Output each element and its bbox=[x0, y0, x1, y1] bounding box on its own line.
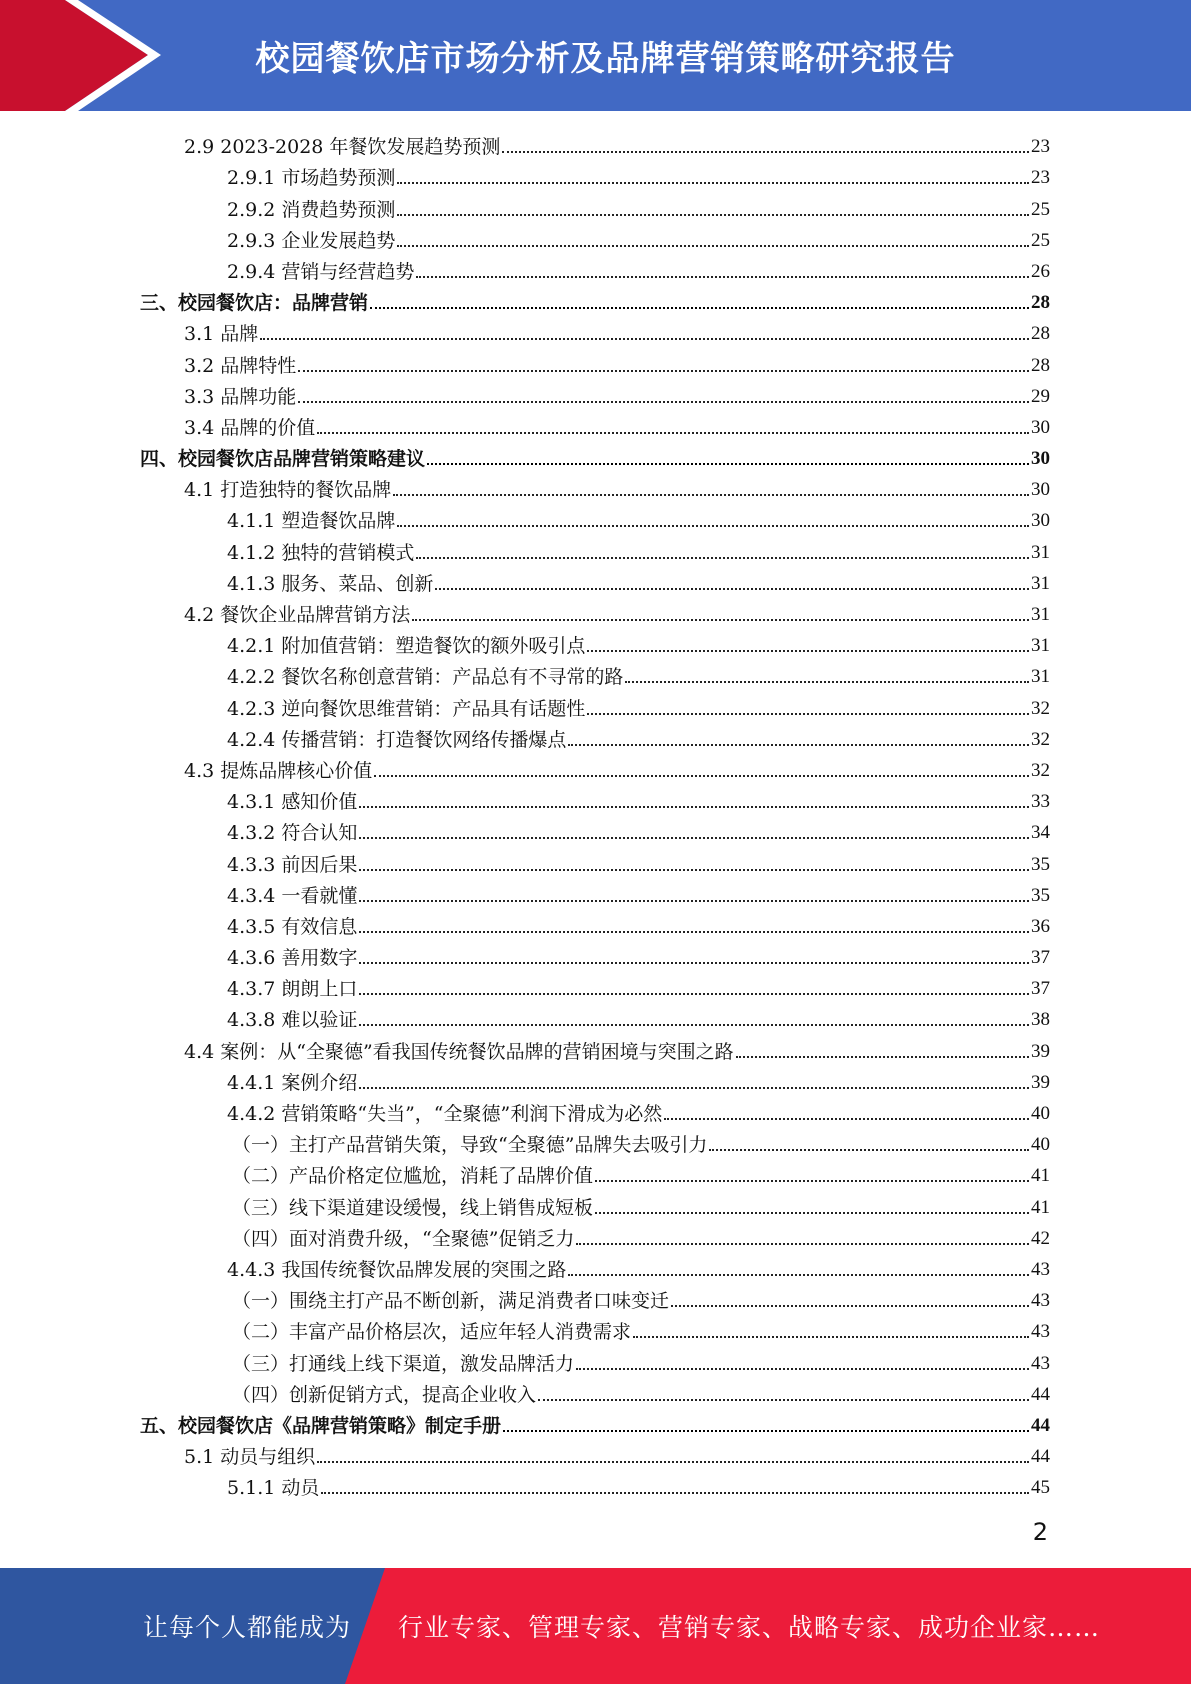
toc-entry-page: 31 bbox=[1031, 604, 1050, 625]
toc-entry[interactable] bbox=[140, 502, 1050, 533]
toc-entry-title: 2.9 2023-2028 年餐饮发展趋势预测 bbox=[184, 136, 501, 159]
toc-entry-title: （四）创新促销方式，提高企业收入 bbox=[232, 1383, 537, 1406]
toc-entry[interactable] bbox=[140, 1220, 1050, 1251]
toc-entry-title: 3.4 品牌的价值 bbox=[184, 416, 316, 439]
toc-entry-page: 34 bbox=[1031, 822, 1050, 844]
toc-entry-page: 33 bbox=[1031, 791, 1050, 813]
toc-entry[interactable] bbox=[140, 1251, 1050, 1282]
toc-entry-page: 28 bbox=[1031, 292, 1050, 314]
toc-leader-dots bbox=[633, 1336, 1029, 1338]
toc-entry-title: 3.1 品牌 bbox=[184, 323, 259, 346]
toc-leader-dots bbox=[435, 588, 1029, 590]
toc-leader-dots bbox=[260, 338, 1029, 340]
toc-entry-title: 4.2.3 逆向餐饮思维营销：产品具有话题性 bbox=[227, 697, 586, 720]
toc-leader-dots bbox=[397, 182, 1029, 184]
toc-entry-title: 三、校园餐饮店：品牌营销 bbox=[140, 292, 369, 315]
toc-entry-page: 45 bbox=[1031, 1477, 1050, 1499]
toc-entry[interactable] bbox=[140, 1282, 1050, 1313]
toc-entry[interactable] bbox=[140, 845, 1050, 876]
toc-leader-dots bbox=[397, 245, 1029, 247]
toc-entry-page: 31 bbox=[1031, 572, 1050, 594]
toc-entry-page: 35 bbox=[1031, 884, 1050, 906]
toc-leader-dots bbox=[359, 806, 1029, 808]
toc-entry[interactable] bbox=[140, 346, 1050, 377]
toc-entry-page: 28 bbox=[1031, 354, 1050, 376]
toc-entry-page: 39 bbox=[1031, 1071, 1050, 1093]
toc-leader-dots bbox=[625, 681, 1029, 683]
toc-leader-dots bbox=[374, 775, 1029, 777]
toc-entry[interactable] bbox=[140, 284, 1050, 315]
toc-leader-dots bbox=[359, 837, 1029, 839]
toc-entry[interactable] bbox=[140, 596, 1050, 627]
toc-entry[interactable] bbox=[140, 1407, 1050, 1438]
toc-leader-dots bbox=[359, 900, 1029, 902]
toc-entry[interactable] bbox=[140, 1376, 1050, 1407]
toc-entry-title: 4.3.7 朗朗上口 bbox=[227, 978, 358, 1001]
toc-leader-dots bbox=[503, 1430, 1029, 1432]
toc-entry-page: 37 bbox=[1031, 947, 1050, 969]
toc-entry-title: （二）丰富产品价格层次，适应年轻人消费需求 bbox=[232, 1321, 632, 1344]
footer-slogan-left: 让每个人都能成为 bbox=[143, 1613, 352, 1642]
toc-entry-page: 31 bbox=[1031, 635, 1050, 657]
toc-entry-title: 4.1.1 塑造餐饮品牌 bbox=[227, 510, 396, 533]
toc-entry[interactable] bbox=[140, 471, 1050, 502]
toc-entry[interactable] bbox=[140, 440, 1050, 471]
toc-leader-dots bbox=[416, 557, 1029, 559]
toc-entry-title: 4.1 打造独特的餐饮品牌 bbox=[184, 479, 392, 502]
toc-entry-page: 30 bbox=[1031, 479, 1050, 501]
toc-entry[interactable] bbox=[140, 253, 1050, 284]
toc-leader-dots bbox=[359, 962, 1029, 964]
toc-entry-title: 2.9.3 企业发展趋势 bbox=[227, 229, 396, 252]
toc-entry-title: 2.9.2 消费趋势预测 bbox=[227, 198, 396, 221]
toc-entry-page: 39 bbox=[1031, 1040, 1050, 1062]
toc-entry-page: 31 bbox=[1031, 541, 1050, 563]
toc-entry-title: 4.3.1 感知价值 bbox=[227, 791, 358, 814]
toc-entry-title: 4.3 提炼品牌核心价值 bbox=[184, 759, 373, 782]
toc-entry-title: （三）打通线上线下渠道，激发品牌活力 bbox=[232, 1352, 575, 1375]
toc-entry-page: 37 bbox=[1031, 978, 1050, 1000]
table-of-contents bbox=[140, 128, 1050, 1500]
toc-entry-title: （三）线下渠道建设缓慢，线上销售成短板 bbox=[232, 1196, 594, 1219]
toc-leader-dots bbox=[671, 1305, 1029, 1307]
toc-entry-page: 28 bbox=[1031, 323, 1050, 345]
toc-entry[interactable] bbox=[140, 378, 1050, 409]
toc-leader-dots bbox=[412, 619, 1029, 621]
toc-entry-title: 4.3.2 符合认知 bbox=[227, 822, 358, 845]
toc-entry-page: 32 bbox=[1031, 728, 1050, 750]
toc-entry-page: 30 bbox=[1031, 448, 1050, 470]
toc-entry[interactable] bbox=[140, 1469, 1050, 1500]
toc-entry-title: 5.1.1 动员 bbox=[227, 1477, 320, 1500]
toc-entry-page: 40 bbox=[1031, 1134, 1050, 1156]
toc-entry-page: 30 bbox=[1031, 510, 1050, 532]
toc-entry-title: 4.1.2 独特的营销模式 bbox=[227, 541, 415, 564]
toc-entry-page: 43 bbox=[1031, 1321, 1050, 1343]
toc-leader-dots bbox=[595, 1180, 1029, 1182]
toc-entry-page: 43 bbox=[1031, 1258, 1050, 1280]
page-footer bbox=[0, 1568, 1191, 1684]
toc-leader-dots bbox=[359, 1024, 1029, 1026]
toc-entry-page: 42 bbox=[1031, 1227, 1050, 1249]
toc-entry-title: 五、校园餐饮店《品牌营销策略》制定手册 bbox=[140, 1414, 502, 1437]
toc-entry-title: 4.4.1 案例介绍 bbox=[227, 1071, 358, 1094]
toc-entry-page: 23 bbox=[1031, 136, 1050, 158]
toc-entry-page: 26 bbox=[1031, 260, 1050, 282]
toc-entry[interactable] bbox=[140, 1064, 1050, 1095]
toc-entry-title: 4.3.5 有效信息 bbox=[227, 915, 358, 938]
toc-entry[interactable] bbox=[140, 908, 1050, 939]
toc-entry[interactable] bbox=[140, 939, 1050, 970]
toc-entry[interactable] bbox=[140, 970, 1050, 1001]
toc-entry[interactable] bbox=[140, 783, 1050, 814]
toc-entry[interactable] bbox=[140, 1001, 1050, 1032]
toc-leader-dots bbox=[576, 1368, 1029, 1370]
toc-entry[interactable] bbox=[140, 1032, 1050, 1063]
toc-leader-dots bbox=[359, 869, 1029, 871]
toc-entry-page: 32 bbox=[1031, 759, 1050, 781]
toc-entry-page: 44 bbox=[1031, 1446, 1050, 1468]
toc-leader-dots bbox=[587, 650, 1029, 652]
toc-entry-title: （一）围绕主打产品不断创新，满足消费者口味变迁 bbox=[232, 1290, 670, 1313]
toc-entry-title: 4.4.2 营销策略“失当”，“全聚德”利润下滑成为必然 bbox=[227, 1103, 663, 1125]
toc-entry[interactable] bbox=[140, 565, 1050, 596]
toc-leader-dots bbox=[416, 276, 1029, 278]
toc-leader-dots bbox=[321, 1492, 1029, 1494]
toc-entry-page: 36 bbox=[1031, 915, 1050, 937]
toc-entry-title: 5.1 动员与组织 bbox=[184, 1446, 316, 1469]
toc-leader-dots bbox=[587, 713, 1029, 715]
toc-entry-title: 3.3 品牌功能 bbox=[184, 385, 297, 408]
toc-leader-dots bbox=[427, 463, 1029, 465]
toc-leader-dots bbox=[736, 1056, 1029, 1058]
toc-leader-dots bbox=[709, 1149, 1029, 1151]
toc-entry[interactable] bbox=[140, 1126, 1050, 1157]
toc-entry[interactable] bbox=[140, 222, 1050, 253]
toc-leader-dots bbox=[568, 744, 1029, 746]
toc-entry-title: （二）产品价格定位尴尬，消耗了品牌价值 bbox=[232, 1165, 594, 1188]
toc-leader-dots bbox=[568, 1274, 1029, 1276]
toc-leader-dots bbox=[595, 1212, 1029, 1214]
toc-leader-dots bbox=[664, 1118, 1029, 1120]
toc-entry-title: 4.4 案例：从“全聚德”看我国传统餐饮品牌的营销困境与突围之路 bbox=[184, 1040, 734, 1063]
toc-entry[interactable] bbox=[140, 658, 1050, 689]
toc-entry-title: 4.3.6 善用数字 bbox=[227, 947, 358, 970]
toc-entry-title: 4.2 餐饮企业品牌营销方法 bbox=[184, 604, 411, 626]
toc-entry-page: 44 bbox=[1031, 1414, 1050, 1436]
toc-entry[interactable] bbox=[140, 1095, 1050, 1126]
toc-entry-page: 43 bbox=[1031, 1290, 1050, 1312]
toc-entry[interactable] bbox=[140, 1344, 1050, 1375]
toc-leader-dots bbox=[370, 307, 1029, 309]
toc-entry-page: 41 bbox=[1031, 1165, 1050, 1187]
toc-leader-dots bbox=[359, 1087, 1029, 1089]
toc-entry-page: 31 bbox=[1031, 666, 1050, 688]
toc-entry-page: 25 bbox=[1031, 229, 1050, 251]
toc-entry-title: 4.3.3 前因后果 bbox=[227, 853, 358, 876]
page-number: 2 bbox=[1032, 1518, 1048, 1546]
toc-entry-page: 29 bbox=[1031, 385, 1050, 407]
toc-entry-title: （四）面对消费升级，“全聚德”促销乏力 bbox=[232, 1227, 575, 1250]
toc-leader-dots bbox=[538, 1399, 1029, 1401]
toc-entry-title: 4.2.2 餐饮名称创意营销：产品总有不寻常的路 bbox=[227, 666, 624, 689]
toc-entry-page: 40 bbox=[1031, 1103, 1050, 1124]
toc-entry-page: 41 bbox=[1031, 1196, 1050, 1218]
toc-entry-title: 2.9.4 营销与经营趋势 bbox=[227, 260, 415, 283]
toc-entry[interactable] bbox=[140, 1157, 1050, 1188]
toc-leader-dots bbox=[359, 931, 1029, 933]
toc-entry-title: 3.2 品牌特性 bbox=[184, 354, 297, 377]
toc-entry[interactable] bbox=[140, 1313, 1050, 1344]
toc-entry[interactable] bbox=[140, 721, 1050, 752]
toc-entry-page: 25 bbox=[1031, 198, 1050, 220]
toc-entry-title: 2.9.1 市场趋势预测 bbox=[227, 167, 396, 190]
toc-entry-title: 4.3.4 一看就懂 bbox=[227, 884, 358, 907]
toc-entry-title: 4.1.3 服务、菜品、创新 bbox=[227, 572, 434, 595]
toc-entry-title: 4.4.3 我国传统餐饮品牌发展的突围之路 bbox=[227, 1258, 567, 1281]
toc-entry[interactable] bbox=[140, 689, 1050, 720]
toc-leader-dots bbox=[502, 151, 1029, 153]
toc-entry-title: 四、校园餐饮店品牌营销策略建议 bbox=[140, 448, 426, 471]
toc-entry[interactable] bbox=[140, 315, 1050, 346]
toc-entry[interactable] bbox=[140, 533, 1050, 564]
toc-entry-page: 32 bbox=[1031, 697, 1050, 719]
toc-entry[interactable] bbox=[140, 190, 1050, 221]
toc-leader-dots bbox=[393, 494, 1029, 496]
toc-entry[interactable] bbox=[140, 159, 1050, 190]
toc-entry[interactable] bbox=[140, 1188, 1050, 1219]
toc-entry-title: （一）主打产品营销失策，导致“全聚德”品牌失去吸引力 bbox=[232, 1134, 708, 1157]
toc-entry[interactable] bbox=[140, 877, 1050, 908]
page-header bbox=[0, 0, 1191, 111]
toc-leader-dots bbox=[397, 525, 1029, 527]
toc-entry[interactable] bbox=[140, 627, 1050, 658]
toc-entry-title: 4.2.1 附加值营销：塑造餐饮的额外吸引点 bbox=[227, 635, 586, 658]
toc-leader-dots bbox=[317, 432, 1029, 434]
toc-entry-page: 43 bbox=[1031, 1352, 1050, 1374]
toc-leader-dots bbox=[359, 993, 1029, 995]
toc-entry-page: 30 bbox=[1031, 416, 1050, 438]
toc-entry[interactable] bbox=[140, 814, 1050, 845]
header-title: 校园餐饮店市场分析及品牌营销策略研究报告 bbox=[255, 39, 956, 79]
toc-entry-title: 4.2.4 传播营销：打造餐饮网络传播爆点 bbox=[227, 728, 567, 751]
toc-leader-dots bbox=[317, 1461, 1029, 1463]
toc-leader-dots bbox=[397, 214, 1029, 216]
footer-slogan-right: 行业专家、管理专家、营销专家、战略专家、成功企业家…… bbox=[398, 1613, 1101, 1642]
toc-entry-page: 23 bbox=[1031, 167, 1050, 189]
toc-entry[interactable] bbox=[140, 409, 1050, 440]
toc-entry[interactable] bbox=[140, 128, 1050, 159]
toc-entry-page: 35 bbox=[1031, 853, 1050, 875]
toc-leader-dots bbox=[298, 370, 1029, 372]
toc-leader-dots bbox=[298, 401, 1029, 403]
toc-entry[interactable] bbox=[140, 1438, 1050, 1469]
toc-entry-page: 44 bbox=[1031, 1383, 1050, 1405]
toc-entry-page: 38 bbox=[1031, 1009, 1050, 1031]
toc-entry[interactable] bbox=[140, 752, 1050, 783]
toc-entry-title: 4.3.8 难以验证 bbox=[227, 1009, 358, 1032]
toc-leader-dots bbox=[576, 1243, 1029, 1245]
